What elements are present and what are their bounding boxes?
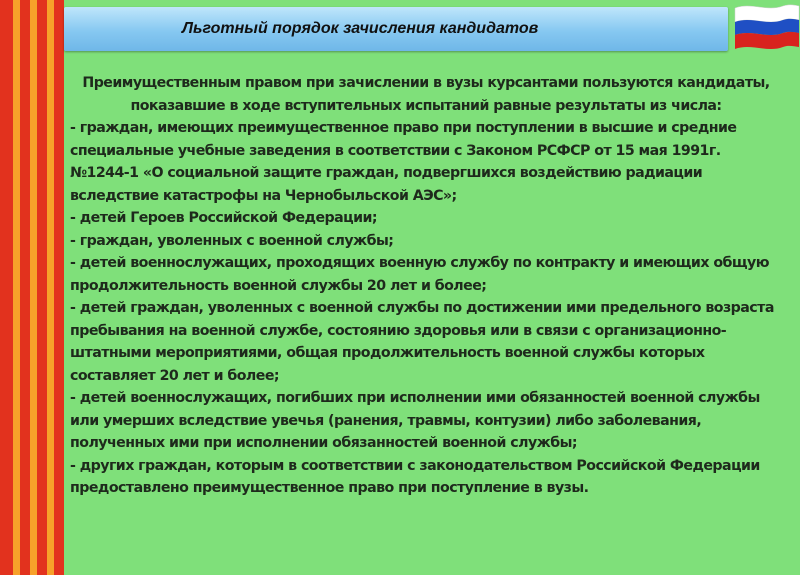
decorative-ribbon	[0, 0, 64, 575]
intro-paragraph: Преимущественным правом при зачислении в вузы курсантами пользуются кандидаты, показавшие в ходе вступительных испытаний равные результаты из числа:	[82, 75, 770, 114]
document-body	[70, 72, 782, 500]
ribbon-stripe	[13, 0, 20, 575]
list-item: - детей военнослужащих, погибших при исполнении ими обязанностей военной службы или умерших вследствие увечья (ранения, травмы, контузии) либо заболевания, полученных ими при исполнении обязанностей военной службы;	[70, 390, 760, 451]
ribbon-stripe	[30, 0, 37, 575]
page-title: Льготный порядок зачисления кандидатов	[182, 20, 539, 37]
russian-flag-icon	[733, 0, 800, 52]
list-item: - детей военнослужащих, проходящих военную службу по контракту и имеющих общую продолжительность военной службы 20 лет и более;	[70, 255, 769, 294]
list-item: - граждан, уволенных с военной службы;	[70, 232, 394, 249]
list-item: - детей граждан, уволенных с военной службы по достижении ими предельного возраста пребывания на военной службе, состоянию здоровья или в связи с организационно-штатными мероприятиями, общая продолжительность военной службы которых составляет 20 лет и более;	[70, 300, 774, 384]
list-item: - других граждан, которым в соответствии с законодательством Российской Федерации предоставлено преимущественное право при поступление в вузы.	[70, 457, 760, 496]
title-banner	[64, 7, 728, 51]
list-item: - граждан, имеющих преимущественное право при поступлении в высшие и средние специальные учебные заведения в соответствии с Законом РСФСР от 15 мая 1991г. №1244-1 «О социальной защите граждан, подвергшихся воздействию радиации вследствие катастрофы на Чернобыльской АЭС»;	[70, 120, 737, 204]
list-item: - детей Героев Российской Федерации;	[70, 210, 378, 226]
ribbon-stripe	[47, 0, 54, 575]
